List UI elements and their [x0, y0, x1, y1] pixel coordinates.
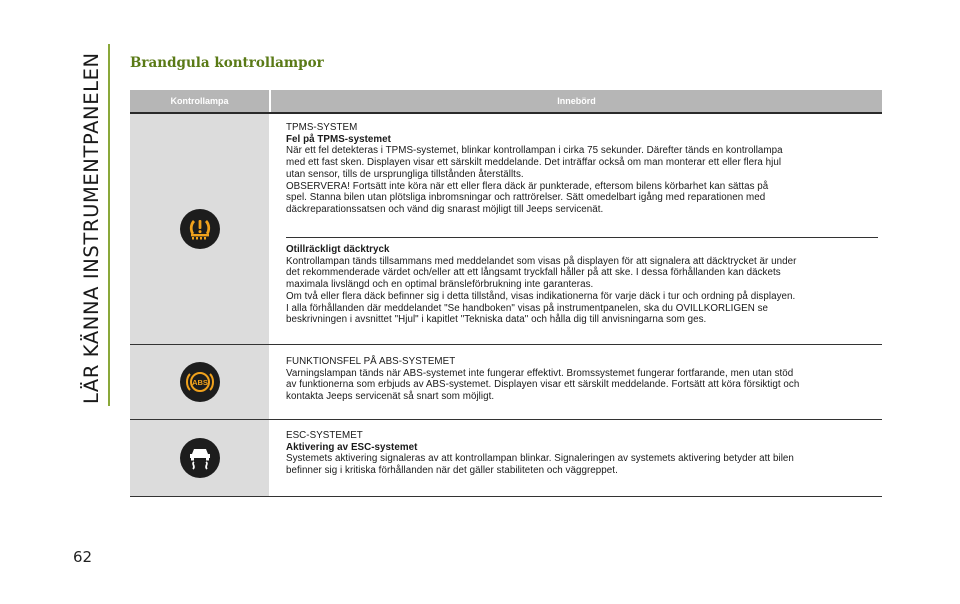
entry-subtitle: Aktivering av ESC-systemet — [286, 441, 418, 453]
table-row — [130, 345, 882, 420]
low-tire-pressure-entry — [286, 238, 878, 326]
tpms-warning-icon — [180, 209, 220, 249]
icon-cell — [130, 420, 271, 496]
entry-text-line: spel. Stanna bilen utan plötsliga inbromsningar och rattrörelser. Sätt omedelbart igång med reparationen med — [286, 192, 766, 204]
page-number: 62 — [73, 548, 93, 566]
esc-skid-car-icon — [180, 438, 220, 478]
section-heading: Brandgula kontrollampor — [130, 55, 324, 71]
entry-text-line: Systemets aktivering signaleras av att kontrollampan blinkar. Signaleringen av systemets aktivering betyder att bilen — [286, 453, 794, 465]
entry-text-line: OBSERVERA! Fortsätt inte köra när ett eller flera däck är punkterade, eftersom bilens körbarhet kan sättas på — [286, 180, 769, 192]
table-row — [130, 114, 882, 345]
entry-text-line: I alla förhållanden där meddelandet "Se handboken" visas på instrumentpanelen, ska du OVILLKORLIGEN se — [286, 302, 769, 314]
entry-text-line: det rekommenderade värdet och/eller att ett långsamt tryckfall håller på att ske. I dessa förhållanden kan däckets — [286, 267, 781, 279]
entry-text-line: När ett fel detekteras i TPMS-systemet, blinkar kontrollampan i cirka 75 sekunder. Därefter tänds en kontrollampa — [286, 145, 783, 157]
entry-label: ESC-SYSTEMET — [286, 430, 363, 441]
entry-subtitle: Otillräckligt däcktryck — [286, 244, 390, 255]
entry-text-line: befinner sig i kritiska förhållanden när det gäller stabiliteten och väggreppet. — [286, 465, 618, 477]
entry-label: TPMS-SYSTEM — [286, 122, 358, 133]
table-header — [130, 90, 882, 114]
entry-text-line: däckreparationssatsen och vänd dig snarast möjligt till Jeeps servicenät. — [286, 203, 604, 215]
table-row — [130, 420, 882, 497]
chapter-title: LÄR KÄNNA INSTRUMENTPANELEN — [80, 52, 103, 404]
abs-fault-entry — [271, 345, 882, 419]
warning-lights-table — [130, 90, 882, 497]
icon-cell — [130, 345, 271, 419]
icon-cell — [130, 114, 271, 344]
header-meaning: Innebörd — [557, 96, 596, 106]
abs-icon-text: ABS — [191, 378, 208, 387]
abs-warning-icon — [180, 362, 220, 402]
entry-text-line: Om två eller flera däck befinner sig i detta tillstånd, visas indikationerna för varje däck i tur och ordning på displayen. — [286, 290, 796, 302]
entry-text-line: utan sensor, tills de ursprungliga tillstånden återställts. — [286, 168, 524, 180]
header-warning-light: Kontrollampa — [130, 90, 271, 112]
entry-text-line: beskrivningen i avsnittet "Hjul" i kapitlet "Tekniska data" och hålla dig till anvisningarna som ges. — [286, 314, 707, 326]
esc-activation-entry — [271, 420, 882, 496]
entry-label: FUNKTIONSFEL PÅ ABS-SYSTEMET — [286, 356, 456, 367]
entry-text-line: av funktionerna som erbjuds av ABS-systemet. Displayen visar ett särskilt meddelande. Fortsätt att köra försiktigt och — [286, 379, 800, 391]
tpms-fault-entry — [286, 114, 878, 238]
entry-text-line: kontakta Jeeps servicenät så snart som möjligt. — [286, 391, 495, 403]
chapter-divider — [108, 44, 110, 406]
entry-text-line: med ett fast sken. Displayen visar ett särskilt meddelande. Det inträffar också om man monterar ett eller flera hjul — [286, 157, 782, 169]
entry-text-line: maximala livslängd och en optimal bränsleförbrukning inte garanteras. — [286, 279, 594, 291]
entry-subtitle: Fel på TPMS-systemet — [286, 133, 391, 145]
entry-text-line: Varningslampan tänds när ABS-systemet inte fungerar effektivt. Bromssystemet fungerar fortfarande, men utan stöd — [286, 367, 794, 379]
entry-text-line: Kontrollampan tänds tillsammans med meddelandet som visas på displayen för att signalera att däcktrycket är under — [286, 255, 797, 267]
